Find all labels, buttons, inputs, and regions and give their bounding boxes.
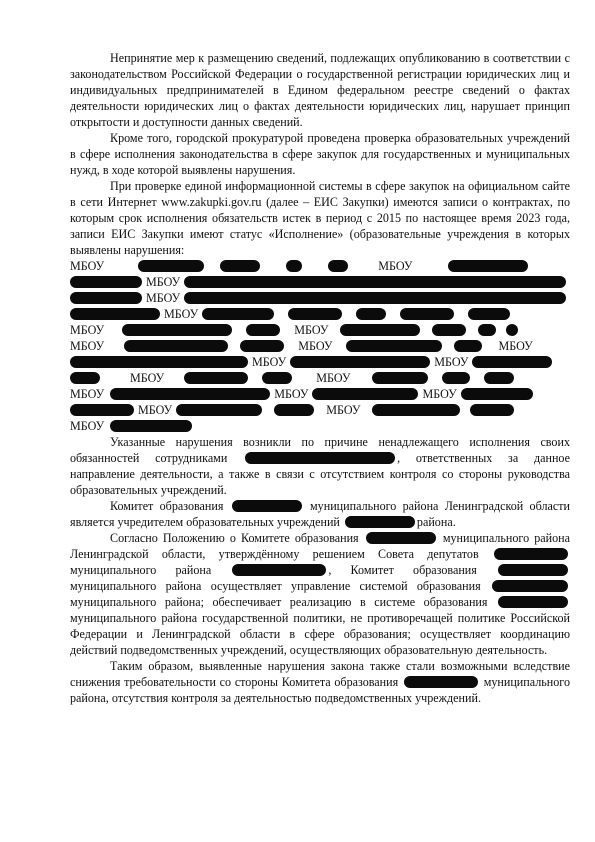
- redaction-bar: [184, 372, 248, 384]
- redaction-bar: [356, 308, 386, 320]
- redaction-bar: [70, 356, 248, 368]
- redaction-bar: [468, 308, 510, 320]
- paragraph-1: Непринятие мер к размещению сведений, подлежащих опубликованию в соответствии с законодательством Российской Федерации о государственной регистрации юридических лиц и индивидуальных предпринимателей в Едином федеральном реестре сведений о фактах деятельности юридических лиц о фактах деятельности юридических лиц, нарушает принцип открытости и доступности данных сведений.: [70, 51, 570, 129]
- school-label: МБОУ: [252, 355, 287, 369]
- redaction-bar: [290, 356, 430, 368]
- paragraph-6-text: муниципального района: [70, 563, 212, 577]
- redaction-bar: [400, 308, 454, 320]
- school-label: МБОУ: [326, 403, 361, 417]
- redaction-bar: [232, 500, 302, 512]
- paragraph-7: [70, 658, 570, 706]
- school-label: МБОУ: [70, 339, 105, 353]
- school-label: МБОУ: [146, 291, 181, 305]
- redaction-bar: [372, 404, 460, 416]
- redaction-bar: [110, 420, 192, 432]
- redaction-bar: [498, 564, 568, 576]
- redaction-bar: [366, 532, 436, 544]
- redaction-bar: [184, 292, 566, 304]
- redaction-bar: [288, 308, 342, 320]
- redaction-bar: [240, 340, 284, 352]
- redaction-bar: [472, 356, 552, 368]
- school-label: МБОУ: [138, 403, 173, 417]
- redaction-bar: [274, 404, 314, 416]
- redaction-bar: [312, 388, 418, 400]
- redaction-bar: [340, 324, 420, 336]
- list-line: [70, 290, 570, 306]
- redaction-bar: [346, 340, 442, 352]
- school-label: МБОУ: [70, 259, 105, 273]
- school-label: МБОУ: [316, 371, 351, 385]
- school-label: МБОУ: [298, 339, 333, 353]
- school-label: МБОУ: [422, 387, 457, 401]
- redaction-bar: [262, 372, 292, 384]
- paragraph-6: [70, 530, 570, 658]
- school-label: МБОУ: [70, 323, 105, 337]
- paragraph-2: Кроме того, городской прокуратурой проведена проверка образовательных учреждений в сфере исполнения законодательства в сфере закупок для государственных и муниципальных нужд, в ходе которой выявлены нарушения.: [70, 131, 570, 177]
- paragraph-4: [70, 434, 570, 498]
- redaction-bar: [345, 516, 415, 528]
- list-line: [70, 274, 570, 290]
- redaction-bar: [506, 324, 518, 336]
- paragraph-4-text: Указанные нарушения возникли по причине ненадлежащего исполнения своих обязанностей сотрудниками: [70, 435, 570, 465]
- paragraph-6-text: муниципального района Ленинградской области, утверждённому решением Совета депутатов: [70, 531, 570, 561]
- redaction-bar: [246, 324, 280, 336]
- school-label: МБОУ: [164, 307, 199, 321]
- redaction-bar: [110, 388, 270, 400]
- redaction-bar: [498, 596, 568, 608]
- redaction-bar: [138, 260, 204, 272]
- paragraph-6-text: Согласно Положению о Комитете образования: [110, 531, 359, 545]
- paragraph-7-text: муниципального района, отсутствия контроля за деятельностью подведомственных учреждений.: [70, 675, 570, 705]
- redaction-bar: [202, 308, 274, 320]
- list-line: [70, 306, 570, 322]
- redaction-bar: [461, 388, 533, 400]
- redaction-bar: [372, 372, 428, 384]
- redaction-bar: [494, 548, 568, 560]
- list-line: [70, 322, 570, 338]
- list-line: [70, 354, 570, 370]
- redaction-bar: [454, 340, 482, 352]
- list-line: [70, 402, 570, 418]
- redaction-bar: [122, 324, 232, 336]
- redaction-bar: [176, 404, 262, 416]
- redaction-bar: [124, 340, 228, 352]
- list-line: [70, 386, 570, 402]
- redaction-bar: [484, 372, 514, 384]
- redaction-bar: [70, 404, 134, 416]
- redaction-bar: [432, 324, 466, 336]
- redaction-bar: [184, 276, 566, 288]
- redaction-bar: [492, 580, 568, 592]
- paragraph-5: [70, 498, 570, 530]
- school-label: МБОУ: [70, 419, 105, 433]
- school-label: МБОУ: [274, 387, 309, 401]
- redaction-bar: [478, 324, 496, 336]
- paragraph-6-text: муниципального района государственной политики, не противоречащей политике Российской Федерации и Ленинградской области в сфере образования; осуществляет координацию действий подведомственных учреждений, осуществляющих образовательную деятельность.: [70, 611, 570, 657]
- school-label: МБОУ: [146, 275, 181, 289]
- paragraph-5-text: муниципального района Ленинградской области является учредителем образовательных учреждений: [70, 499, 570, 529]
- redaction-bar: [70, 308, 160, 320]
- paragraph-7-text: Таким образом, выявленные нарушения закона также стали возможными вследствие снижения требовательности со стороны Комитета образования: [70, 659, 570, 689]
- redaction-bar: [232, 564, 326, 576]
- redaction-bar: [70, 276, 142, 288]
- school-label: МБОУ: [498, 339, 533, 353]
- redaction-bar: [470, 404, 514, 416]
- school-label: МБОУ: [70, 387, 105, 401]
- list-line: [70, 338, 570, 354]
- redaction-bar: [70, 292, 142, 304]
- school-label: МБОУ: [378, 259, 413, 273]
- redaction-bar: [328, 260, 348, 272]
- paragraph-6-text: муниципального района осуществляет управление системой образования: [70, 579, 481, 593]
- redaction-bar: [220, 260, 260, 272]
- list-line: [70, 370, 570, 386]
- redaction-bar: [442, 372, 470, 384]
- redaction-bar: [448, 260, 528, 272]
- paragraph-5-text: района.: [416, 515, 456, 529]
- school-label: МБОУ: [434, 355, 469, 369]
- redacted-school-list: [70, 258, 570, 434]
- school-label: МБОУ: [130, 371, 165, 385]
- paragraph-5-text: Комитет образования: [110, 499, 224, 513]
- document-body: [70, 50, 570, 706]
- paragraph-6-text: муниципального района; обеспечивает реализацию в системе образования: [70, 595, 488, 609]
- paragraph-6-text: , Комитет образования: [328, 563, 477, 577]
- list-line: [70, 418, 570, 434]
- school-label: МБОУ: [294, 323, 329, 337]
- paragraph-3: При проверке единой информационной системы в сфере закупок на официальном сайте в сети Интернет www.zakupki.gov.ru (далее – ЕИС Закупки) имеются записи о контрактах, по которым срок исполнения обязательств истек в период с 2015 по настоящее время 2023 года, записи ЕИС Закупки имеют статус «Исполнение» (образовательные учреждения в которых выявлены нарушения:: [70, 179, 570, 257]
- list-line: [70, 258, 570, 274]
- redaction-bar: [404, 676, 478, 688]
- redaction-bar: [245, 452, 395, 464]
- redaction-bar: [70, 372, 100, 384]
- redaction-bar: [286, 260, 302, 272]
- paragraph-4-text: , ответственных за данное направление деятельности, а также в связи с отсутствием контроля со стороны руководства образовательных учреждений.: [70, 451, 570, 497]
